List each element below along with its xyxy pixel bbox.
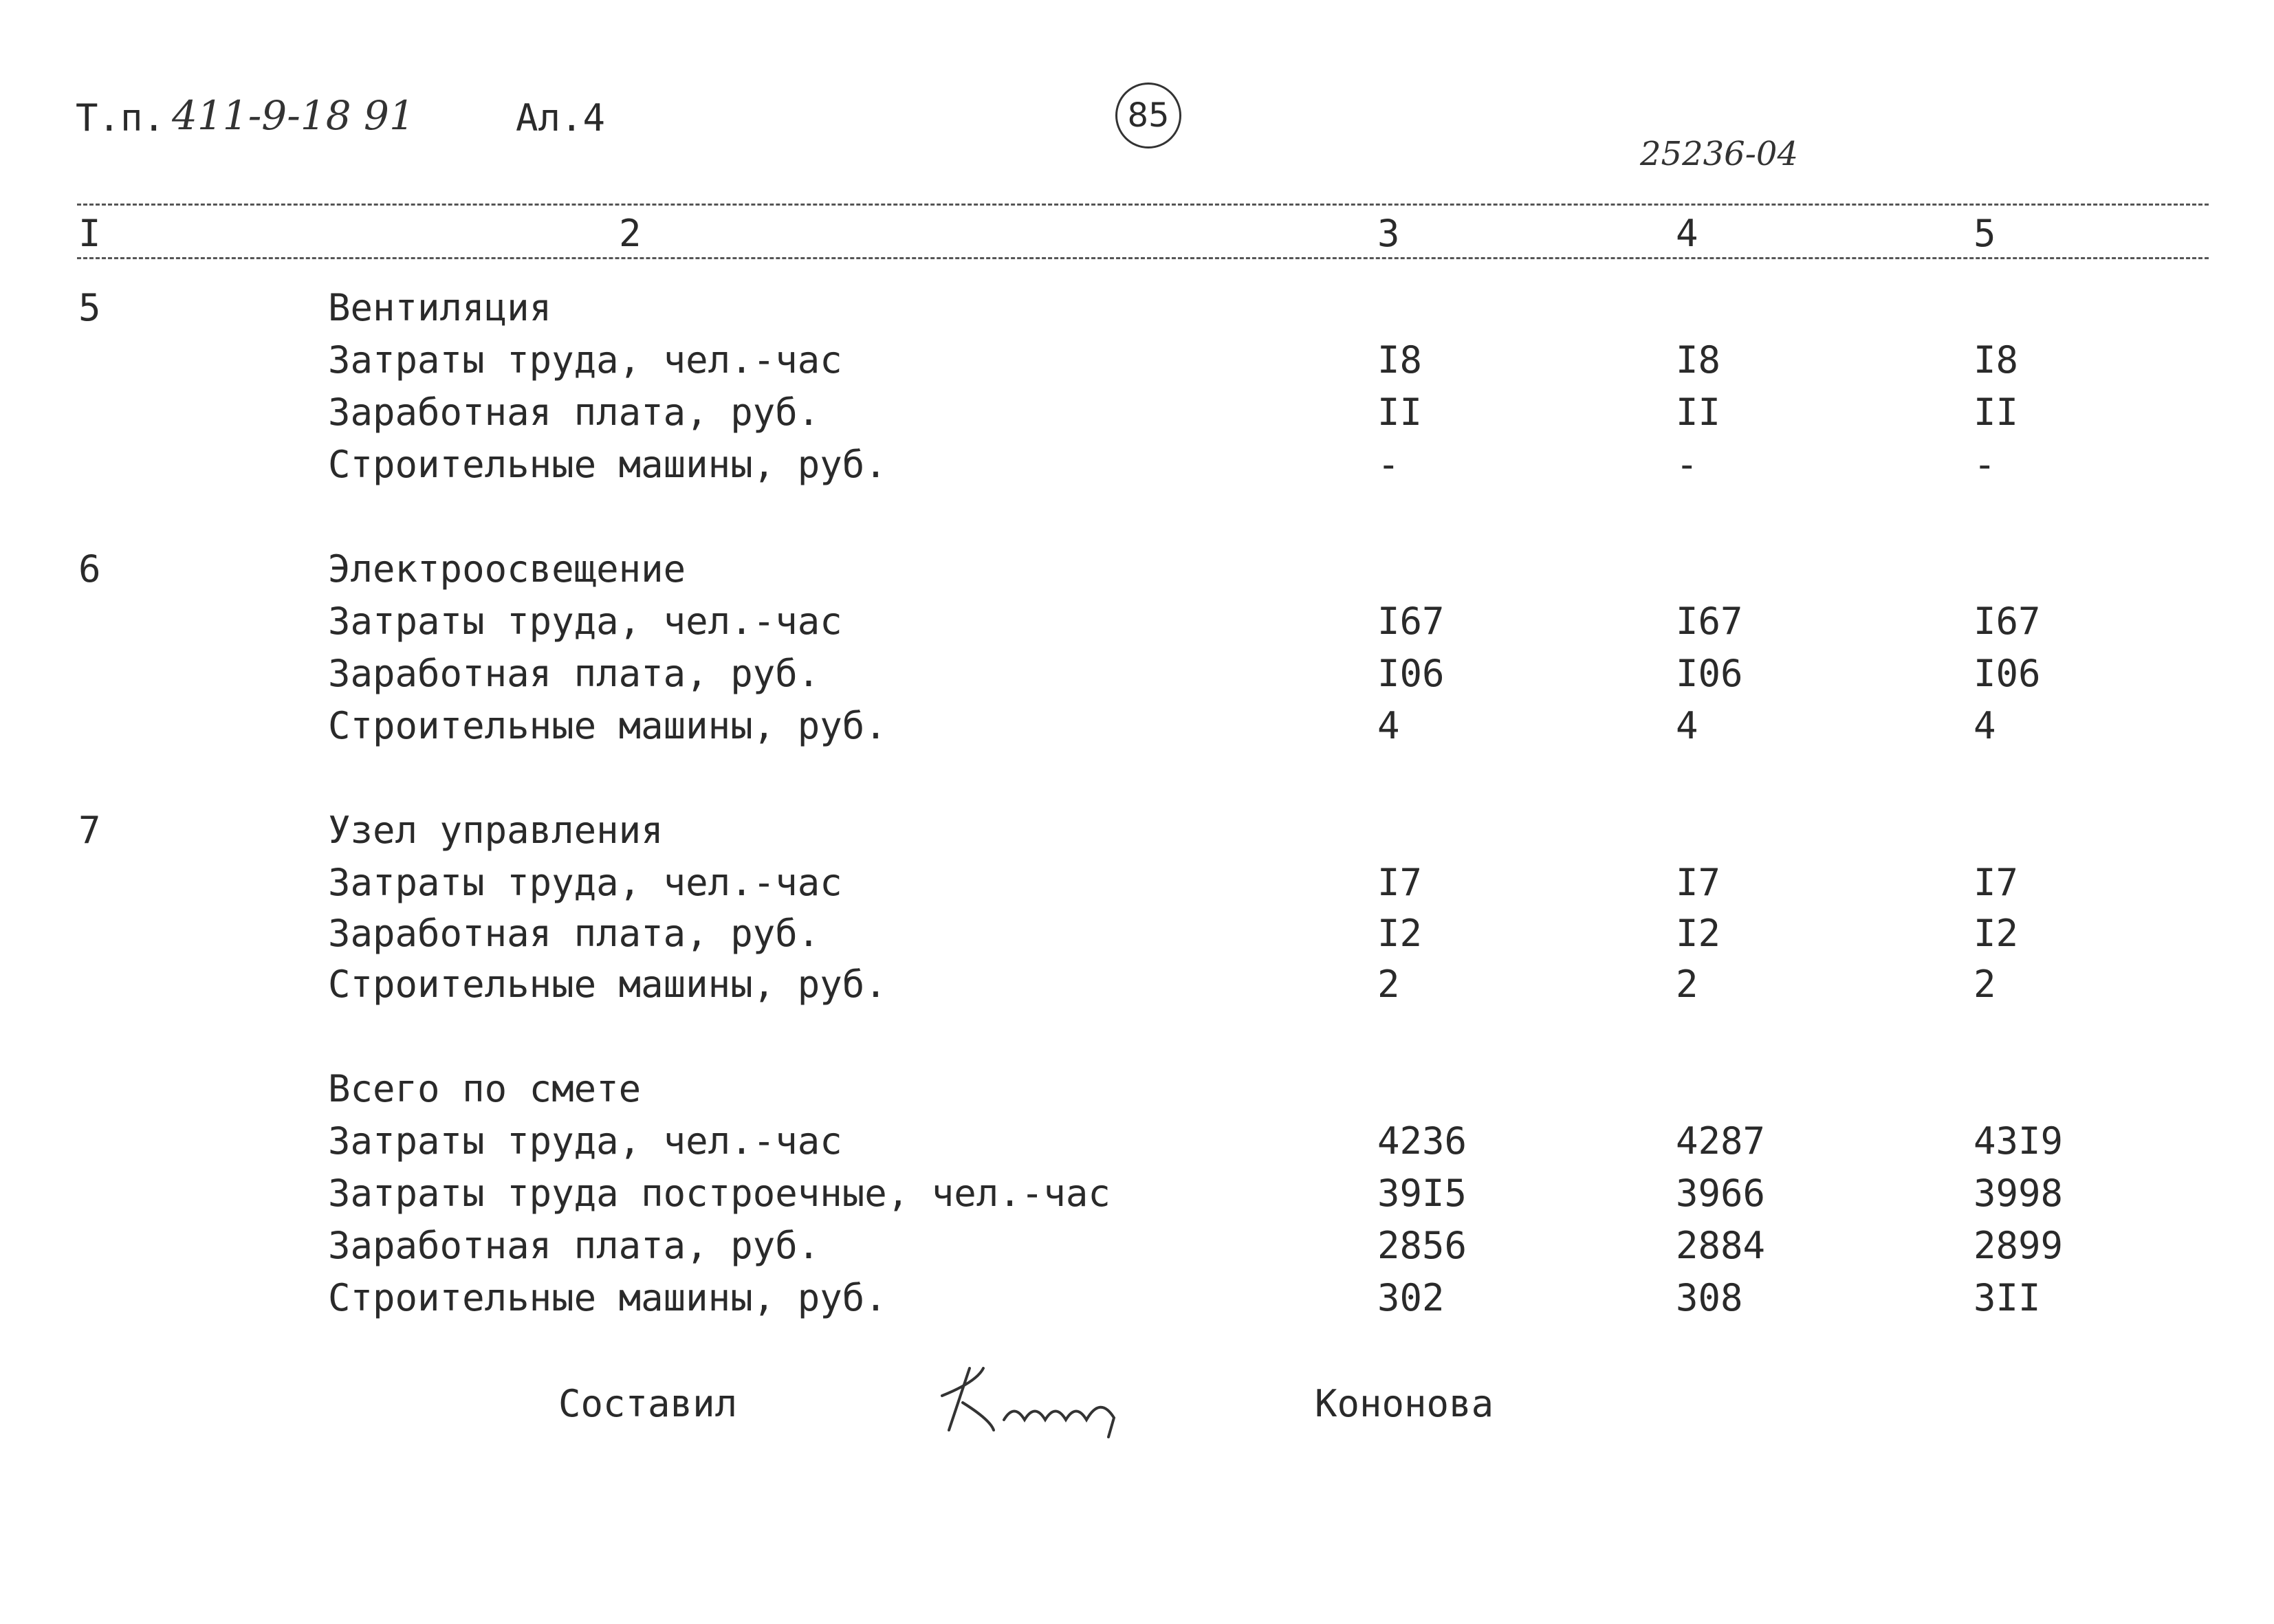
- col-header-3: 3: [1377, 212, 1400, 255]
- row-label: Затраты труда построечные, чел.-час: [328, 1172, 1111, 1215]
- row-value-col4: 3966: [1676, 1172, 1766, 1215]
- row-value-col5: II: [1974, 391, 2019, 434]
- row-value-col3: 4236: [1377, 1119, 1467, 1163]
- row-label: Затраты труда, чел.-час: [328, 600, 842, 643]
- compiler-name: Кононова: [1315, 1382, 1494, 1425]
- album-number: Ал.4: [516, 96, 606, 140]
- section-title: Узел управления: [328, 809, 664, 852]
- row-value-col3: 302: [1377, 1276, 1445, 1319]
- row-label: Затраты труда, чел.-час: [328, 338, 842, 382]
- row-label: Затраты труда, чел.-час: [328, 861, 842, 904]
- row-value-col3: 2: [1377, 963, 1400, 1006]
- row-label: Заработная плата, руб.: [328, 391, 820, 434]
- row-label: Заработная плата, руб.: [328, 652, 820, 695]
- top-rule: [77, 204, 2209, 206]
- row-value-col3: 39I5: [1377, 1172, 1467, 1215]
- row-value-col3: I06: [1377, 652, 1445, 695]
- section-title: Вентиляция: [328, 286, 552, 329]
- row-label: Строительные машины, руб.: [328, 963, 887, 1006]
- signature-image: [928, 1354, 1148, 1444]
- row-label: Строительные машины, руб.: [328, 1276, 887, 1319]
- row-value-col4: I8: [1676, 338, 1721, 382]
- section-title: Электроосвещение: [328, 547, 686, 591]
- row-value-col5: I7: [1974, 861, 2019, 904]
- row-value-col5: 2: [1974, 963, 1996, 1006]
- row-value-col3: II: [1377, 391, 1423, 434]
- row-label: Заработная плата, руб.: [328, 912, 820, 955]
- section-number: 6: [78, 547, 101, 591]
- row-value-col3: I2: [1377, 912, 1423, 955]
- row-value-col4: I2: [1676, 912, 1721, 955]
- row-value-col4: 4: [1676, 704, 1698, 747]
- row-value-col3: 4: [1377, 704, 1400, 747]
- project-number: 411-9-18 91: [172, 92, 415, 139]
- row-value-col3: I8: [1377, 338, 1423, 382]
- row-label: Заработная плата, руб.: [328, 1224, 820, 1267]
- document-number: 25236-04: [1640, 135, 1798, 173]
- row-value-col5: 4: [1974, 704, 1996, 747]
- row-value-col3: I7: [1377, 861, 1423, 904]
- row-value-col4: 4287: [1676, 1119, 1766, 1163]
- row-value-col3: -: [1377, 443, 1400, 486]
- row-value-col5: -: [1974, 443, 1996, 486]
- row-value-col5: 3II: [1974, 1276, 2041, 1319]
- section-number: 7: [78, 809, 101, 852]
- header-prefix: Т.п.: [76, 96, 166, 140]
- row-value-col5: 2899: [1974, 1224, 2064, 1267]
- row-value-col5: I67: [1974, 600, 2041, 643]
- col-header-1: I: [78, 212, 101, 255]
- row-value-col5: 43I9: [1974, 1119, 2064, 1163]
- row-value-col4: I67: [1676, 600, 1743, 643]
- row-value-col4: II: [1676, 391, 1721, 434]
- row-value-col4: 308: [1676, 1276, 1743, 1319]
- row-value-col4: -: [1676, 443, 1698, 486]
- row-value-col4: 2: [1676, 963, 1698, 1006]
- row-value-col5: 3998: [1974, 1172, 2064, 1215]
- col-header-2: 2: [619, 212, 642, 255]
- col-header-4: 4: [1676, 212, 1698, 255]
- col-header-5: 5: [1974, 212, 1996, 255]
- row-value-col5: I2: [1974, 912, 2019, 955]
- row-value-col3: I67: [1377, 600, 1445, 643]
- section-number: 5: [78, 286, 101, 329]
- row-value-col4: I06: [1676, 652, 1743, 695]
- page-number: 85: [1127, 96, 1170, 135]
- row-value-col5: I06: [1974, 652, 2041, 695]
- row-value-col4: 2884: [1676, 1224, 1766, 1267]
- row-value-col4: I7: [1676, 861, 1721, 904]
- row-value-col3: 2856: [1377, 1224, 1467, 1267]
- totals-title: Всего по смете: [328, 1067, 642, 1110]
- row-value-col5: I8: [1974, 338, 2019, 382]
- row-label: Затраты труда, чел.-час: [328, 1119, 842, 1163]
- page-number-circle: [1115, 83, 1181, 149]
- header-rule: [77, 257, 2209, 259]
- row-label: Строительные машины, руб.: [328, 704, 887, 747]
- row-label: Строительные машины, руб.: [328, 443, 887, 486]
- compiled-by-label: Составил: [558, 1382, 738, 1425]
